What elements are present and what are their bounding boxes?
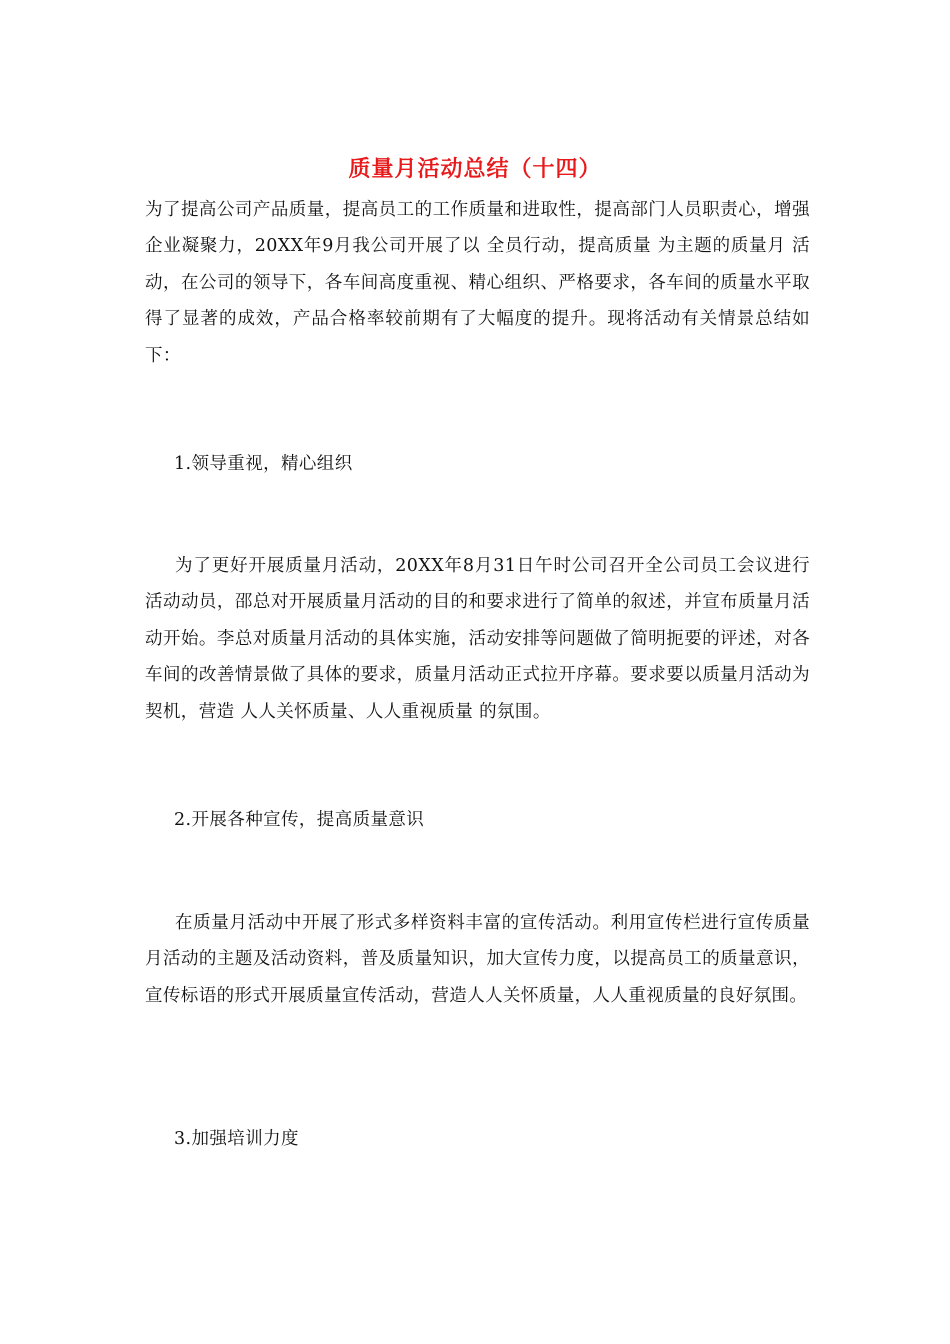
section-heading-3: 3.加强培训力度 [174,1129,299,1149]
section-heading-1: 1.领导重视，精心组织 [174,454,353,474]
document-title: 质量月活动总结（十四） [348,156,602,182]
section-heading-2: 2.开展各种宣传，提高质量意识 [174,810,425,830]
section-body-1: 为了更好开展质量月活动，20XX年8月31日午时公司召开全公司员工会议进行活动动员，邵总对开展质量月活动的目的和要求进行了简单的叙述，并宣布质量月活动开始。李总对质量月活动的具体实施，活动安排等问题做了简明扼要的评述，对各车间的改善情景做了具体的要求，质量月活动正式拉开序幕。要求要以质量月活动为契机，营造 人人关怀质量、人人重视质量 的氛围。 [145,556,810,722]
section-body-2: 在质量月活动中开展了形式多样资料丰富的宣传活动。利用宣传栏进行宣传质量月活动的主题及活动资料，普及质量知识，加大宣传力度，以提高员工的质量意识，宣传标语的形式开展质量宣传活动，营造人人关怀质量，人人重视质量的良好氛围。 [145,913,810,1006]
intro-paragraph: 为了提高公司产品质量，提高员工的工作质量和进取性，提高部门人员职责心，增强企业凝聚力，20XX年9月我公司开展了以 全员行动，提高质量 为主题的质量月 活动，在公司的领导下，各车间高度重视、精心组织、严格要求，各车间的质量水平取得了显著的成效，产品合格率较前期有了大幅度的提升。现将活动有关情景总结如下： [145,200,810,366]
